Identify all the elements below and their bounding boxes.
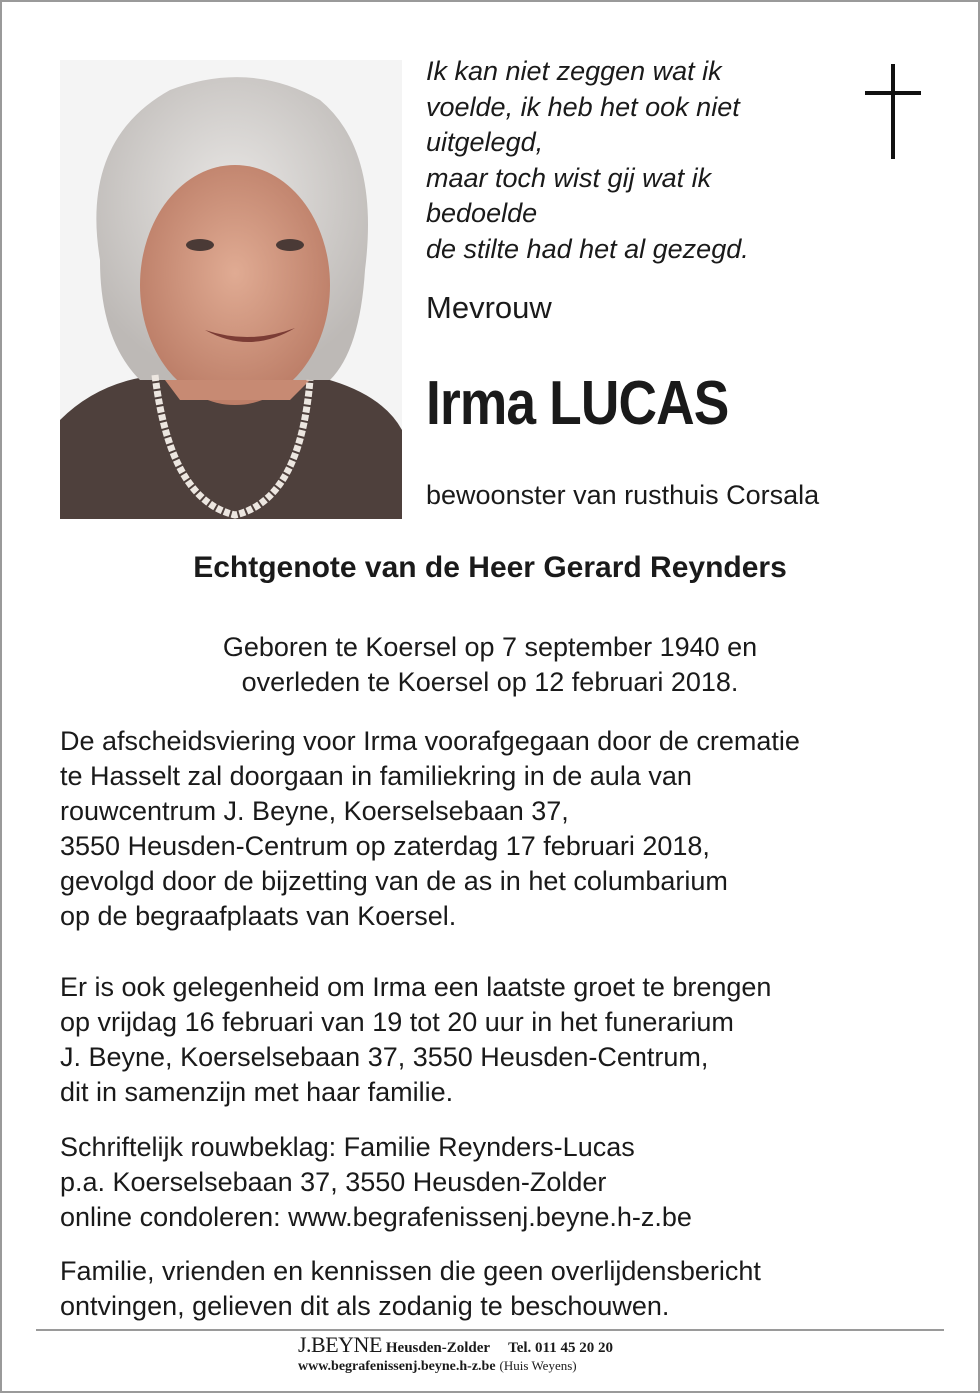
text-line: De afscheidsviering voor Irma voorafgegaan door de crematie (60, 726, 800, 756)
text-line: te Hasselt zal doorgaan in familiekring in de aula van (60, 761, 692, 791)
text-line: dit in samenzijn met haar familie. (60, 1077, 454, 1107)
cross-icon (865, 64, 921, 159)
spouse: Echtgenote van de Heer Gerard Reynders (193, 551, 787, 584)
residence: bewoonster van rusthuis Corsala (426, 480, 820, 510)
text-line: op vrijdag 16 februari van 19 tot 20 uur in het funerarium (60, 1007, 734, 1037)
text-line: 3550 Heusden-Centrum op zaterdag 17 februari 2018, (60, 831, 710, 861)
poem-line: bedoelde (426, 198, 538, 228)
born-line: overleden te Koersel op 12 februari 2018. (241, 667, 739, 697)
funeral-home-house: (Huis Weyens) (499, 1358, 577, 1373)
portrait-photo (60, 60, 402, 519)
funeral-home-phone: Tel. 011 45 20 20 (508, 1340, 613, 1356)
condolences-paragraph (60, 1130, 692, 1235)
birth-death (0, 630, 980, 700)
text-line: Er is ook gelegenheid om Irma een laatste groet te brengen (60, 972, 772, 1002)
text-line: online condoleren: www.begrafenissenj.beyne.h-z.be (60, 1202, 692, 1232)
poem-line: de stilte had het al gezegd. (426, 233, 749, 264)
poem-line: Ik kan niet zeggen wat ik (426, 56, 722, 86)
poem-line: voelde, ik heb het ook niet (426, 91, 740, 122)
funeral-home-brand: J.BEYNE (298, 1332, 382, 1357)
footer (298, 1332, 613, 1375)
born-line: Geboren te Koersel op 7 september 1940 en (222, 632, 758, 662)
ceremony-paragraph (60, 724, 800, 934)
closing-paragraph (60, 1254, 761, 1324)
poem (426, 54, 846, 267)
text-line: gevolgd door de bijzetting van de as in het columbarium (60, 866, 728, 896)
text-line: ontvingen, gelieven dit als zodanig te beschouwen. (60, 1291, 670, 1321)
text-line: op de begraafplaats van Koersel. (60, 901, 457, 931)
visit-paragraph (60, 970, 771, 1110)
text-line: rouwcentrum J. Beyne, Koerselsebaan 37, (60, 796, 569, 826)
deceased-name: Irma LUCAS (426, 369, 729, 438)
footer-divider (36, 1329, 944, 1331)
text-line: Familie, vrienden en kennissen die geen overlijdensbericht (60, 1256, 761, 1286)
funeral-home-website[interactable]: www.begrafenissenj.beyne.h-z.be (298, 1359, 496, 1374)
poem-line: uitgelegd, (426, 127, 544, 157)
title: Mevrouw (426, 290, 552, 325)
text-line: J. Beyne, Koerselsebaan 37, 3550 Heusden-Centrum, (60, 1042, 709, 1072)
funeral-home-location: Heusden-Zolder (385, 1340, 491, 1356)
text-line: p.a. Koerselsebaan 37, 3550 Heusden-Zolder (60, 1167, 607, 1197)
poem-line: maar toch wist gij wat ik (426, 162, 712, 193)
text-line: Schriftelijk rouwbeklag: Familie Reynders-Lucas (60, 1132, 635, 1162)
